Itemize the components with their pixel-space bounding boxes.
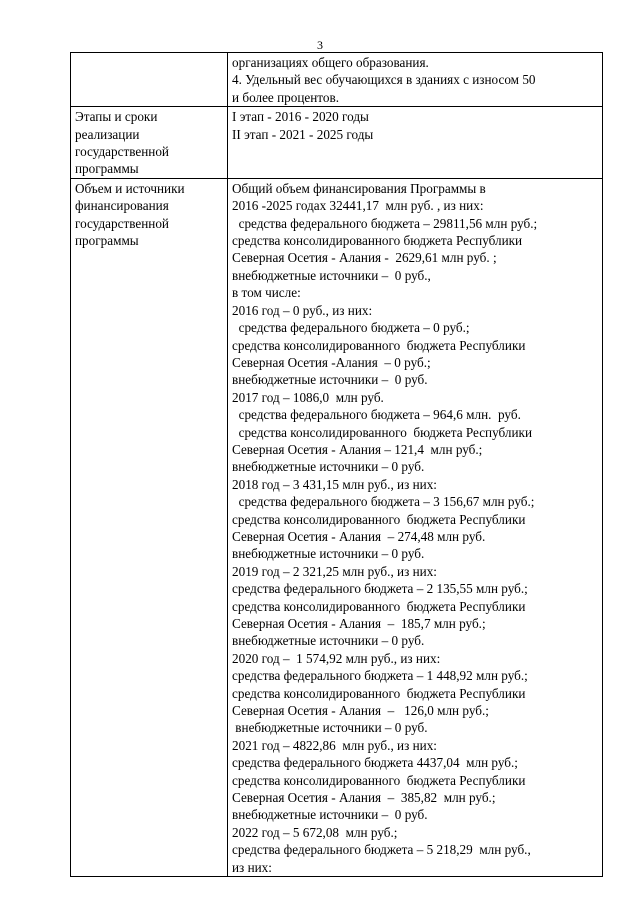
text-line: внебюджетные источники – 0 руб.: [232, 633, 425, 649]
text-line: программы: [75, 161, 139, 177]
text-line: 2018 год – 3 431,15 млн руб., из них:: [232, 476, 437, 492]
text-line: внебюджетные источники – 0 руб.: [232, 372, 428, 388]
text-line: Северная Осетия - Алания – 185,7 млн руб.;: [232, 616, 486, 631]
text-line: реализации: [75, 126, 140, 142]
text-line: средства федерального бюджета – 1 448,92 млн руб.;: [232, 668, 528, 684]
text-line: 2017 год – 1086,0 млн руб.: [232, 389, 384, 405]
text-line: Северная Осетия - Алания – 121,4 млн руб.;: [232, 441, 483, 457]
text-line: средства консолидированного бюджета Республики: [232, 511, 526, 527]
text-line: средства консолидированного бюджета Республики: [232, 233, 523, 249]
text-line: средства федерального бюджета 4437,04 млн руб.;: [232, 755, 518, 771]
text-line: 4. Удельный вес обучающихся в зданиях с износом 50: [232, 72, 536, 88]
page-number: 3: [317, 38, 323, 52]
row-label-cell: [71, 107, 228, 179]
text-line: средства консолидированного бюджета Республики: [232, 424, 533, 440]
row-content-cell: [228, 107, 603, 179]
text-line: в том числе:: [232, 285, 301, 301]
text-line: средства консолидированного бюджета Республики: [232, 772, 526, 788]
text-line: внебюджетные источники – 0 руб.: [232, 720, 428, 736]
text-line: 2016 -2025 годах 32441,17 млн руб. , из них:: [232, 198, 484, 214]
text-line: средства федерального бюджета – 3 156,67 млн руб.;: [232, 494, 535, 510]
table-body: [71, 53, 603, 877]
text-line: 2019 год – 2 321,25 млн руб., из них:: [232, 563, 437, 579]
text-line: внебюджетные источники – 0 руб.: [232, 807, 428, 823]
text-line: Северная Осетия - Алания – 385,82 млн руб.;: [232, 790, 496, 806]
program-passport-table: [70, 52, 603, 877]
text-line: Северная Осетия - Алания - 2629,61 млн руб. ;: [232, 250, 497, 266]
text-line: 2020 год – 1 574,92 млн руб., из них:: [232, 650, 441, 666]
text-line: Северная Осетия - Алания – 126,0 млн руб.;: [232, 703, 489, 719]
table-row: [71, 53, 603, 107]
text-line: программы: [75, 233, 139, 249]
text-line: внебюджетные источники – 0 руб.: [232, 459, 425, 475]
text-line: государственной: [75, 215, 169, 231]
text-line: II этап - 2021 - 2025 годы: [232, 126, 374, 142]
text-line: финансирования: [75, 198, 169, 214]
row-label-cell: [71, 53, 228, 107]
table-row: [71, 178, 603, 876]
text-line: I этап - 2016 - 2020 годы: [232, 109, 369, 125]
text-line: Объем и источники: [75, 180, 185, 196]
text-line: средства консолидированного бюджета Республики: [232, 685, 526, 701]
text-line: Северная Осетия -Алания – 0 руб.;: [232, 354, 431, 370]
text-line: Северная Осетия - Алания – 274,48 млн руб.: [232, 528, 486, 544]
text-line: Общий объем финансирования Программы в: [232, 180, 486, 196]
text-line: 2021 год – 4822,86 млн руб., из них:: [232, 737, 437, 753]
table-row: [71, 107, 603, 179]
text-line: из них:: [232, 859, 272, 875]
text-line: средства федерального бюджета – 5 218,29 млн руб.,: [232, 842, 531, 858]
text-line: средства консолидированного бюджета Республики: [232, 598, 526, 614]
text-line: средства федерального бюджета – 29811,56 млн руб.;: [232, 215, 538, 231]
text-line: средства консолидированного бюджета Республики: [232, 337, 526, 353]
text-line: государственной: [75, 144, 169, 160]
text-line: средства федерального бюджета – 2 135,55 млн руб.;: [232, 581, 528, 597]
row-content-cell: [228, 178, 603, 876]
row-label-cell: [71, 178, 228, 876]
text-line: 2016 год – 0 руб., из них:: [232, 302, 373, 318]
text-line: внебюджетные источники – 0 руб.: [232, 546, 425, 562]
text-line: Этапы и сроки: [75, 109, 158, 125]
row-content-cell: [228, 53, 603, 107]
text-line: средства федерального бюджета – 0 руб.;: [232, 320, 470, 336]
text-line: 2022 год – 5 672,08 млн руб.;: [232, 824, 398, 840]
text-line: и более процентов.: [232, 89, 339, 105]
text-line: организациях общего образования.: [232, 55, 429, 70]
text-line: средства федерального бюджета – 964,6 млн. руб.: [232, 407, 521, 423]
text-line: внебюджетные источники – 0 руб.,: [232, 267, 431, 283]
